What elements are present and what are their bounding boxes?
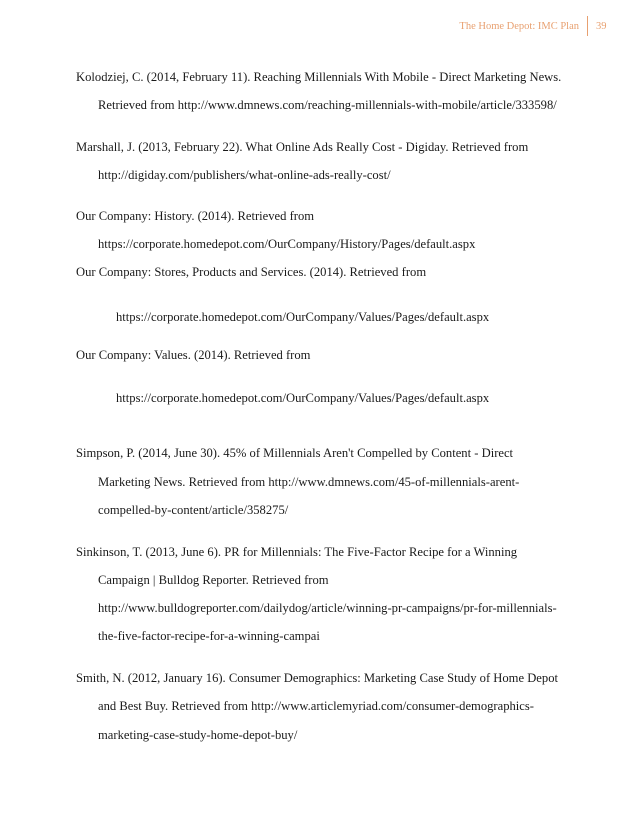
reference-line: Smith, N. (2012, January 16). Consumer Demographics: Marketing Case Study of Home Depot [76, 671, 558, 685]
reference-line: Our Company: Values. (2014). Retrieved from [76, 348, 311, 362]
reference-line: Sinkinson, T. (2013, June 6). PR for Millennials: The Five-Factor Recipe for a Winning [76, 545, 518, 559]
reference-line: Simpson, P. (2014, June 30). 45% of Millennials Aren't Compelled by Content - Direct [76, 446, 514, 460]
reference-line: marketing-case-study-home-depot-buy/ [98, 728, 298, 742]
page-number: 39 [596, 20, 607, 32]
reference-line: and Best Buy. Retrieved from http://www.articlemyriad.com/consumer-demographics- [98, 699, 534, 713]
reference-line: http://www.bulldogreporter.com/dailydog/article/winning-pr-campaigns/pr-for-millennials- [98, 601, 557, 615]
reference-line: Our Company: Stores, Products and Services. (2014). Retrieved from [76, 265, 427, 279]
reference-line: Campaign | Bulldog Reporter. Retrieved from [98, 573, 329, 587]
reference-line: Marshall, J. (2013, February 22). What Online Ads Really Cost - Digiday. Retrieved from [76, 140, 529, 154]
header-divider [587, 16, 588, 36]
reference-line: https://corporate.homedepot.com/OurCompany/Values/Pages/default.aspx [116, 391, 490, 405]
reference-line: Kolodziej, C. (2014, February 11). Reaching Millennials With Mobile - Direct Marketing News. [76, 70, 562, 84]
reference-line: Marketing News. Retrieved from http://www.dmnews.com/45-of-millennials-arent- [98, 475, 520, 489]
running-header [459, 16, 616, 36]
reference-line: Retrieved from http://www.dmnews.com/reaching-millennials-with-mobile/article/333598/ [98, 98, 557, 112]
reference-line: http://digiday.com/publishers/what-online-ads-really-cost/ [98, 168, 391, 182]
reference-line: compelled-by-content/article/358275/ [98, 503, 289, 517]
reference-line: https://corporate.homedepot.com/OurCompany/Values/Pages/default.aspx [116, 310, 490, 324]
reference-line: https://corporate.homedepot.com/OurCompany/History/Pages/default.aspx [98, 237, 476, 251]
header-title: The Home Depot: IMC Plan [459, 20, 579, 32]
reference-line: the-five-factor-recipe-for-a-winning-campai [98, 629, 320, 643]
reference-line: Our Company: History. (2014). Retrieved from [76, 209, 315, 223]
